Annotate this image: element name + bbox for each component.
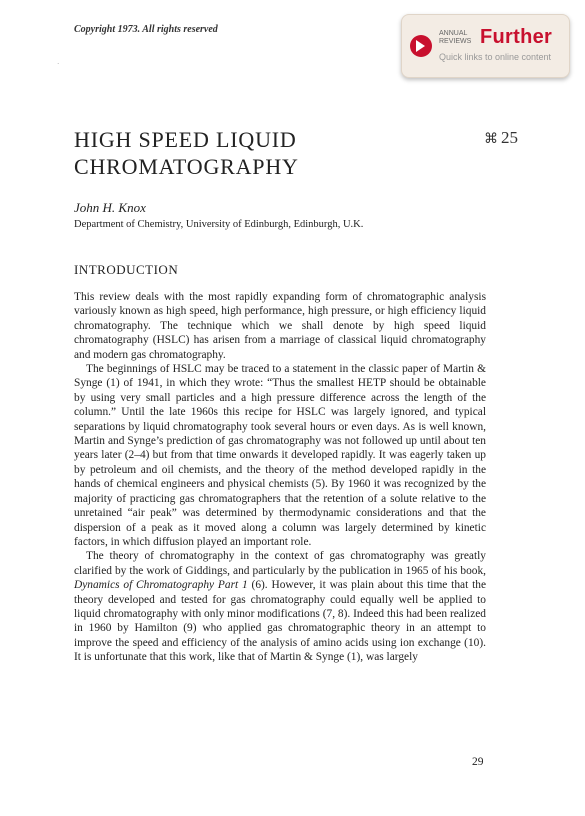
paragraph-3-part-b: (6). However, it was plain about this time that the theory developed and tested for gas chromatography could equally well be applied to liquid chromatography with only minor modifications (7, 8). Indeed this had been realized in 1960 by Hamilton (9) who applied gas chromatographic theory in an attempt to improve the speed and efficiency of the analysis of amino acids using ion exchange (10). It is unfortunate that this work, like that of Martin & Synge (1), was largely [74,579,487,664]
stray-mark: · [57,60,60,68]
article-number-icon: ⌘ [484,132,498,147]
badge-publisher-label [439,30,479,46]
paragraph-3 [74,549,486,664]
section-heading-introduction: INTRODUCTION [74,262,179,277]
author-name: John H. Knox [74,200,146,215]
title-line-1: HIGH SPEED LIQUID [74,127,297,152]
play-arrow-icon [410,35,432,57]
badge-further-label: Further [480,26,553,48]
paragraph-1: This review deals with the most rapidly expanding form of chromatographic analysis variously known as high speed, high performance, high pressure, or high efficiency liquid chromatography. The technique which we shall denote by high speed liquid chromatography (HSLC) has arisen from a marriage of classical liquid chromatography and modern gas chromatography. [74,291,486,361]
title-line-2: CHROMATOGRAPHY [74,154,299,179]
book-title: Dynamics of Chromatography Part 1 [74,579,248,592]
paragraph-2: The beginnings of HSLC may be traced to a statement in the classic paper of Martin & Synge (1) of 1941, in which they wrote: “Thus the smallest HETP should be obtainable by using very small particles and a high pressure difference across the length of the column.” Until the late 1960s this recipe for HSLC was largely ignored, and typical separations by liquid chromatography took several hours or even days. As is well known, Martin and Synge’s prediction of gas chromatography was not followed up until about ten years later (2–4) but from that time onwards it developed rapidly. It was eagerly taken up by petroleum and oil chemists, and the theory of the method developed rapidly in the hands of chemical engineers and physical chemists (5). By 1960 it was recognized by the majority of practicing gas chromatographers that the retention of a solute relative to the unretained “air peak” was determined by thermodynamic considerations and that the dispersion of a peak as it moved along a column was largely determined by kinetic factors, in which diffusion played an important role. [74,363,486,548]
page-number: 29 [472,756,484,768]
article-title [74,126,299,180]
further-links-badge[interactable] [401,14,570,78]
badge-reviews-text: REVIEWS [439,38,472,45]
badge-quick-links-label: Quick links to online content [439,52,552,62]
author-affiliation: Department of Chemistry, University of Edinburgh, Edinburgh, U.K. [74,219,364,230]
body-text [74,290,486,665]
badge-annual-text: ANNUAL [439,30,468,37]
paragraph-3-part-a: The theory of chromatography in the context of gas chromatography was greatly clarified by the work of Giddings, and particularly by the publication in 1965 of his book, [74,550,486,577]
article-number [484,128,518,148]
article-number-value: 25 [501,128,518,147]
copyright-notice: Copyright 1973. All rights reserved [74,24,218,35]
